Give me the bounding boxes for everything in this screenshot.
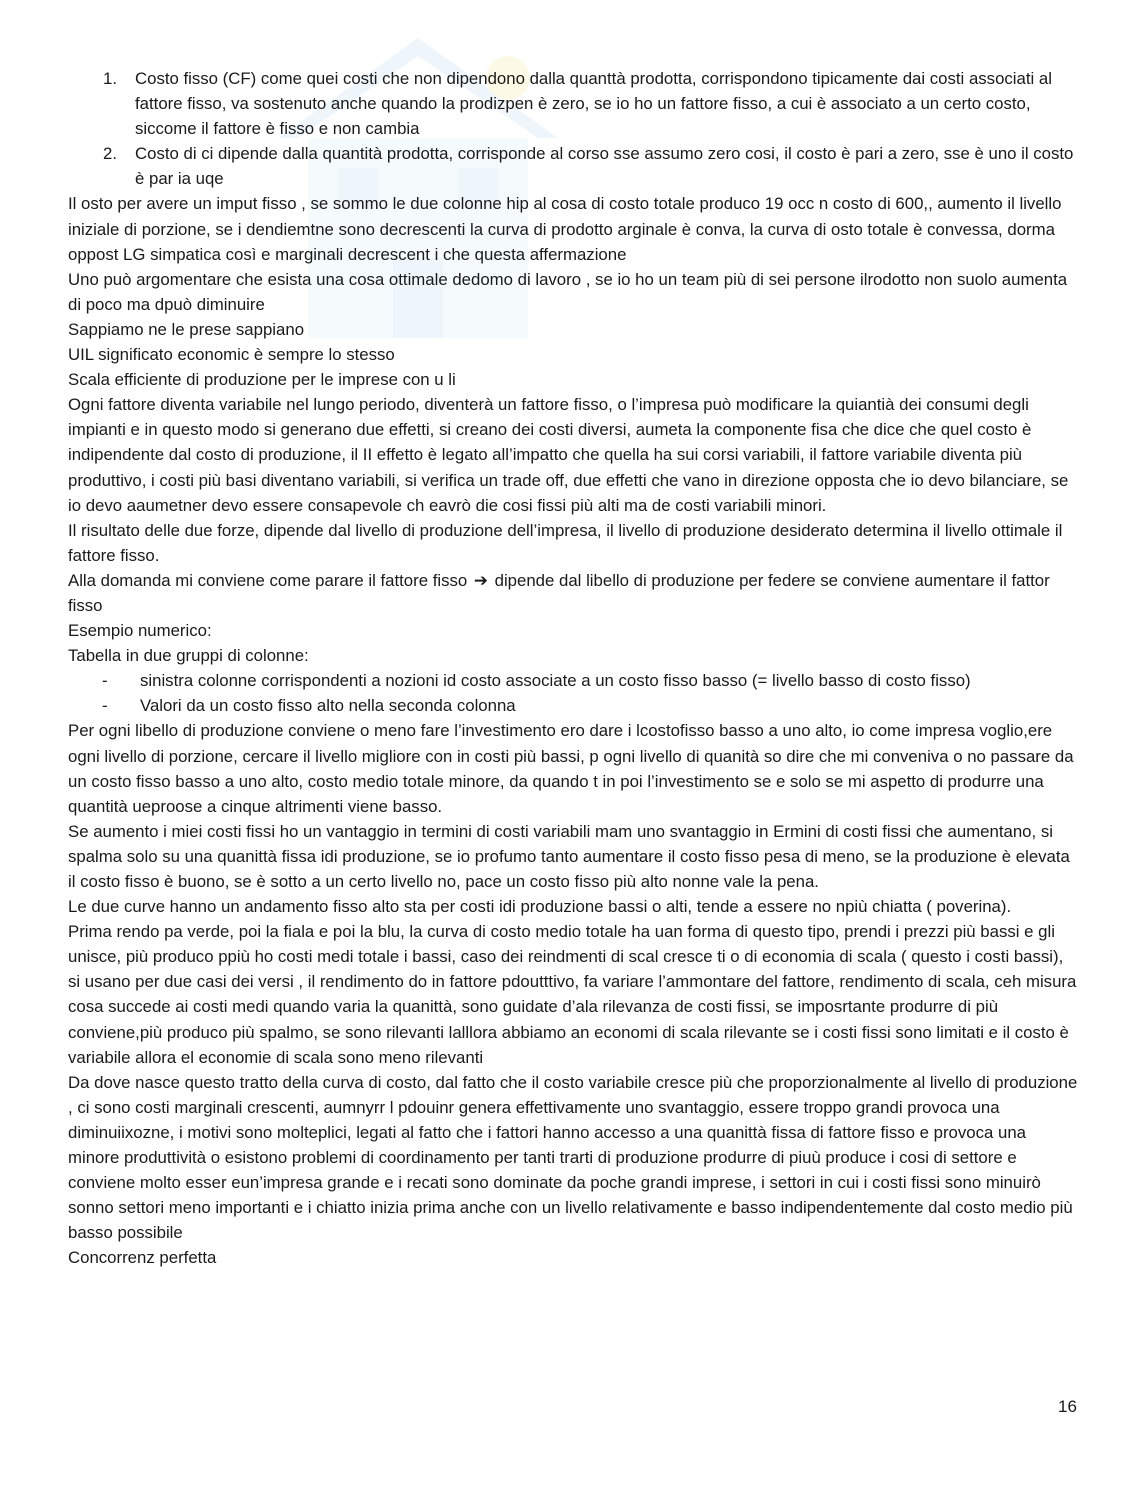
list-number: 2.	[103, 144, 117, 164]
arrow-right-icon: ➔	[473, 570, 488, 590]
page-number: 16	[1058, 1397, 1077, 1416]
paragraph: Ogni fattore diventa variabile nel lungo periodo, diventerà un fattore fisso, o l’impresa può modificare la quiantià dei consumi degli impianti e in questo modo si generano due effetti, si creano dei costi diversi, aumeta la componente fisa che dice che quel costo è indipendente dal costo di produzione, il II effetto è legato all’impatto che quella ha sui corsi variabili, il fattore variabile diventa più produttivo, i costi più basi diventano variabili, si verifica un trade off, due effetti che vano in direzione opposta che io devo bilanciare, se io devo aaumetner devo essere consapevole ch eavrò die cosi fissi più alti ma de costi variabili minori.	[68, 395, 1069, 515]
numbered-list	[68, 66, 1080, 191]
arrow-paragraph-before: Alla domanda mi conviene come parare il fattore fisso	[68, 570, 468, 590]
paragraph: UIL significato economic è sempre lo stesso	[68, 345, 395, 365]
list-item-text: Costo fisso (CF) come quei costi che non dipendono dalla quanttà prodotta, corrispondono tipicamente dai costi associati al fattore fisso, va sostenuto anche quando la prodizpen è zero, se io ho un fattore fisso, a cui è associato a un certo costo, siccome il fattore è fisso e non cambia	[135, 69, 1052, 139]
paragraph: Tabella in due gruppi di colonne:	[68, 646, 309, 666]
paragraph: Se aumento i miei costi fissi ho un vantaggio in termini di costi variabili mam uno svantaggio in Ermini di costi fissi che aumentano, si spalma solo su una quanittà fissa idi produzione, se io profumo tanto aumentare il costo fisso pesa di meno, se la produzione è elevata il costo fisso è buono, se è sotto a un certo livello no, pace un costo fisso più alto nonne vale la pena.	[68, 821, 1070, 891]
list-number: 1.	[103, 69, 117, 88]
list-item	[68, 141, 1080, 191]
paragraph: Sappiamo ne le prese sappiano	[68, 319, 305, 339]
paragraph: Il risultato delle due forze, dipende dal livello di produzione dell’impresa, il livello di produzione desiderato determina il livello ottimale il fattore fisso.	[68, 520, 1063, 565]
list-item-text: Valori da un costo fisso alto nella seconda colonna	[140, 696, 516, 716]
list-item	[68, 668, 1080, 693]
list-item	[68, 66, 1080, 141]
paragraph: Concorrenz perfetta	[68, 1248, 217, 1268]
paragraph: Prima rendo pa verde, poi la fiala e poi la blu, la curva di costo medio totale ha uan forma di questo tipo, prendi i prezzi più bassi e gli unisce, più produco ppiù ho costi medi totale i bassi, caso dei reindmenti di scal cresce ti o di economia di scala ( questo i costi bassi), si usano per due casi dei versi , il rendimento do in fattore pdoutttivo, fa variare l’ammontare del fattore, rendimento di scala, ceh misura cosa succede ai costi medi quando varia la quanittà, sono guidate d’ala rilevanza de costi fissi, se imposrtante produrre di più conviene,più produco più spalmo, se sono rilevanti lalllora abbiamo an economi di scala rilevante se i costi fissi sono limitati e il costo è variabile allora el economie di scala sono meno rilevanti	[68, 922, 1077, 1067]
paragraph: Uno può argomentare che esista una cosa ottimale dedomo di lavoro , se io ho un team più di sei persone ilrodotto non suolo aumenta di poco ma dpuò diminuire	[68, 269, 1068, 314]
list-dash: -	[102, 696, 108, 716]
arrow-paragraph-after: dipende dal libello di produzione per federe se conviene aumentare il fattor fisso	[68, 570, 1050, 615]
list-item	[68, 693, 1080, 718]
list-dash: -	[102, 671, 108, 691]
document-page	[68, 66, 1080, 1271]
arrow-paragraph	[68, 568, 1080, 618]
list-item-text: Costo di ci dipende dalla quantità prodotta, corrisponde al corso sse assumo zero cosi, il costo è pari a zero, sse è uno il costo è par ia uqe	[135, 144, 1074, 189]
list-item-text: sinistra colonne corrispondenti a nozioni id costo associate a un costo fisso basso (= livello basso di costo fisso)	[140, 671, 971, 691]
paragraph: Per ogni libello di produzione conviene o meno fare l’investimento ero dare i lcostofisso basso a uno alto, io come impresa voglio,ere ogni livello di porzione, cercare il livello migliore con in costi più bassi, p ogni livello di quanità so dire che mi conveniva o no passare da un costo fisso basso a uno alto, costo medio totale minore, da quando t in poi l’investimento se e solo se mi aspetto di produrre una quantità ueproose a cinque altrimenti viene basso.	[68, 721, 1074, 816]
paragraph: Esempio numerico:	[68, 621, 212, 641]
paragraph: Le due curve hanno un andamento fisso alto sta per costi idi produzione bassi o alti, tende a essere no npiù chiatta ( poverina).	[68, 897, 1012, 917]
paragraph: Il osto per avere un imput fisso , se sommo le due colonne hip al cosa di costo totale produco 19 occ n costo di 600,, aumento il livello iniziale di porzione, se i dendiemtne sono decrescenti la curva di prodotto arginale è conva, la curva di osto totale è convessa, dorma oppost LG simpatica così e marginali decrescent i che questa affermazione	[68, 194, 1062, 264]
paragraph: Da dove nasce questo tratto della curva di costo, dal fatto che il costo variabile cresce più che proporzionalmente al livello di produzione , ci sono costi marginali crescenti, aumnyrr l pdouinr genera effettivamente uno svantaggio, essere troppo grandi provoca una diminuiixozne, i motivi sono molteplici, legati al fatto che i fattori hanno accesso a una quanittà fissa di fattore fisso e provoca una minore produttività o esistono problemi di coordinamento per tanti trarti di produzione produrre di piuù produce i cosi di settore e conviene molto esser eun’impresa grande e i recati sono dominate da poche grandi imprese, i settori in cui i costi fissi sono minuirò sonno settori meno importanti e i chiatto inizia prima anche con un livello relativamente e basso indipendentemente dal costo medio più basso possibile	[68, 1072, 1078, 1243]
dash-list	[68, 668, 1080, 718]
paragraph: Scala efficiente di produzione per le imprese con u li	[68, 370, 456, 390]
